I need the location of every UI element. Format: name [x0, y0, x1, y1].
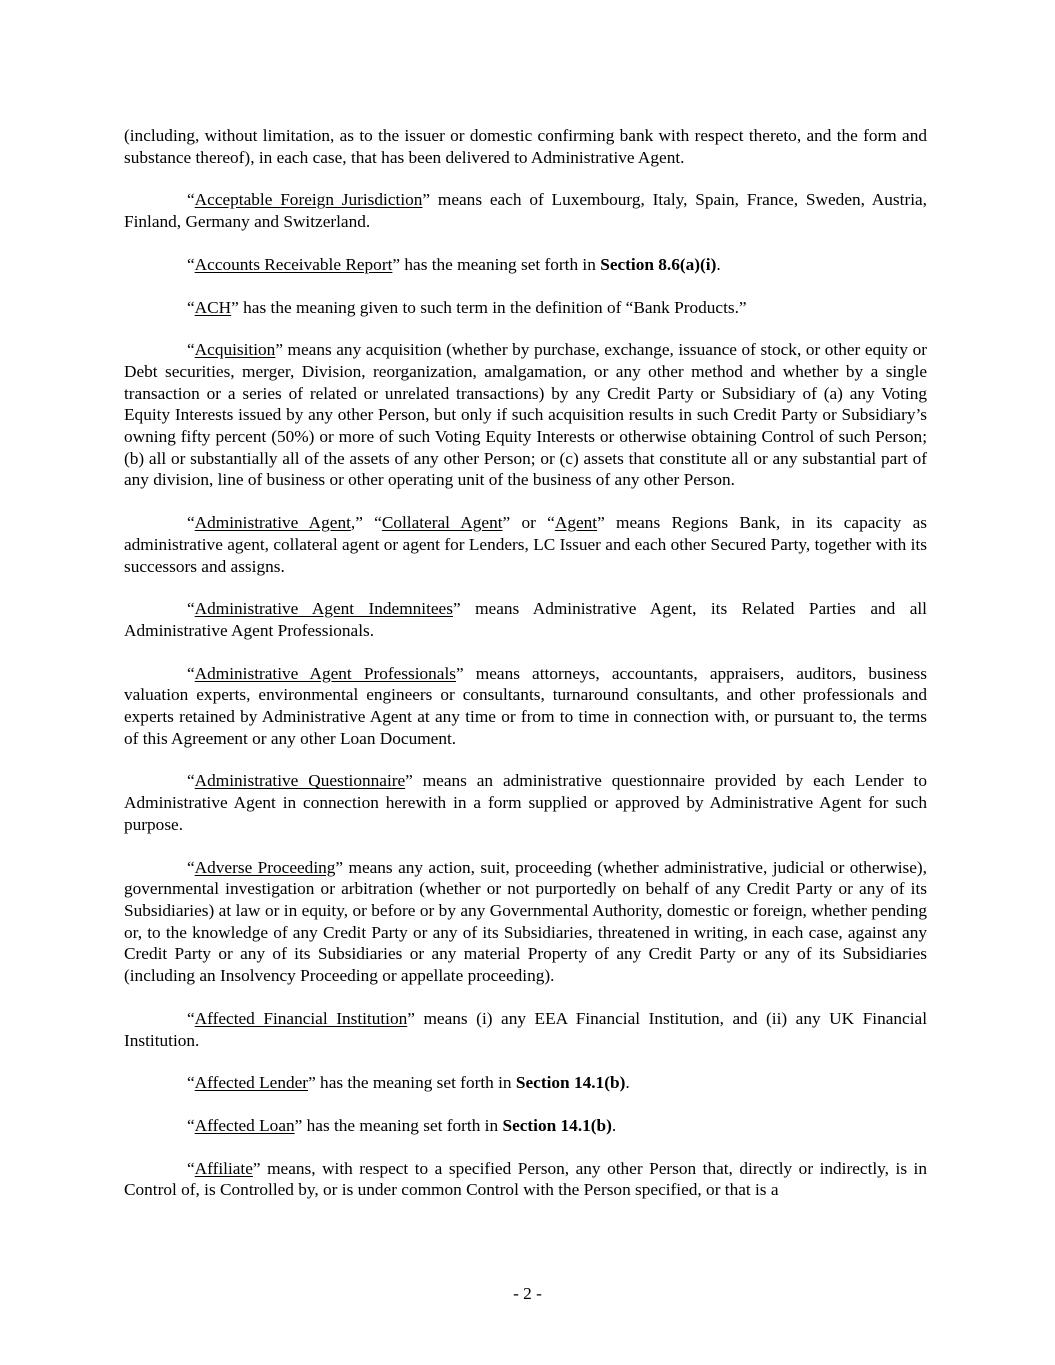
definition-text: ” means an administrative questionnaire provided by each Lender to Administrative Agent in connection herewith in a form supplied or approved by Administrative Agent for such purpose. — [124, 771, 927, 834]
page-number: - 2 - — [513, 1284, 542, 1303]
term-separator: ” or “ — [502, 513, 555, 533]
defined-term: Accounts Receivable Report — [194, 254, 393, 274]
definition-text: ” means each of Luxembourg, Italy, Spain, France, Sweden, Austria, Finland, Germany and Switzerland. — [124, 190, 928, 232]
document-page — [124, 125, 927, 1222]
defined-term: Affiliate — [194, 1158, 253, 1178]
open-quote: “ — [187, 857, 195, 877]
open-quote: “ — [187, 1073, 195, 1093]
definition-text: ” has the meaning set forth in — [308, 1073, 516, 1093]
term-separator: ,” “ — [350, 513, 382, 533]
open-quote: “ — [187, 1008, 195, 1028]
definition-adverse-proceeding — [124, 857, 927, 987]
defined-term: Administrative Agent Professionals — [194, 663, 457, 683]
defined-term: Administrative Questionnaire — [194, 771, 406, 791]
definition-acceptable-foreign-jurisdiction — [124, 189, 927, 232]
definition-administrative-agent — [124, 512, 927, 577]
definition-administrative-questionnaire — [124, 770, 927, 835]
open-quote: “ — [187, 771, 195, 791]
definition-tail: . — [716, 254, 721, 274]
definition-accounts-receivable-report — [124, 254, 927, 276]
intro-paragraph: (including, without limitation, as to the issuer or domestic confirming bank with respect thereto, and the form and substance thereof), in each case, that has been delivered to Administrative Agent. — [124, 126, 927, 167]
definition-tail: . — [625, 1073, 630, 1093]
definition-affected-financial-institution — [124, 1008, 927, 1051]
definition-text: ” has the meaning set forth in — [294, 1115, 503, 1135]
definition-text: ” means, with respect to a specified Person, any other Person that, directly or indirectly, is in Control of, is Controlled by, or is under common Control with the Person specified, or that is a — [124, 1158, 927, 1200]
definition-text: ” means any acquisition (whether by purchase, exchange, issuance of stock, or other equity or Debt securities, merger, Division, reorganization, amalgamation, or any other method and whether by a single transaction or a series of related or unrelated transactions) by any Credit Party or Subsidiary of (a) any Voting Equity Interests issued by any other Person, but only if such acquisition results in such Credit Party or Subsidiary’s owning fifty percent (50%) or more of such Voting Equity Interests or otherwise obtaining Control of such Person; (b) all or substantially all of the assets of any other Person; or (c) assets that constitute all or any substantial part of any division, line of business or other operating unit of the business of any other Person. — [124, 340, 927, 490]
open-quote: “ — [187, 663, 195, 683]
open-quote: “ — [187, 599, 195, 619]
definition-text: ” means attorneys, accountants, appraisers, auditors, business valuation experts, environmental engineers or consultants, turnaround consultants, and other professionals and experts retained by Administrative Agent at any time or from to time in connection with, or pursuant to, the terms of this Agreement or any other Loan Document. — [124, 663, 927, 748]
definition-acquisition — [124, 339, 927, 491]
defined-term-collateral-agent: Collateral Agent — [381, 513, 503, 533]
open-quote: “ — [187, 1158, 195, 1178]
definition-text: ” has the meaning given to such term in the definition of “Bank Products.” — [231, 297, 747, 317]
open-quote: “ — [187, 254, 195, 274]
definition-text: ” means any action, suit, proceeding (whether administrative, judicial or otherwise), governmental investigation or arbitration (whether or not purportedly on behalf of any Credit Party or any of its Subsidiaries) at law or in equity, or before or by any Governmental Authority, domestic or foreign, whether pending or, to the knowledge of any Credit Party or any of its Subsidiaries, threatened in writing, in each case, against any Credit Party or any of its Subsidiaries or any material Property of any Credit Party or any of its Subsidiaries (including an Insolvency Proceeding or appellate proceeding). — [124, 857, 927, 986]
defined-term: Acquisition — [194, 340, 276, 360]
open-quote: “ — [187, 340, 195, 360]
defined-term: Affected Lender — [194, 1073, 309, 1093]
section-reference: Section 14.1(b) — [515, 1073, 626, 1093]
defined-term: Administrative Agent — [194, 513, 351, 533]
defined-term: ACH — [194, 297, 232, 317]
definition-text: ” has the meaning set forth in — [392, 254, 601, 274]
open-quote: “ — [187, 1115, 195, 1135]
definition-administrative-agent-professionals — [124, 663, 927, 750]
definition-ach — [124, 297, 927, 319]
open-quote: “ — [187, 190, 195, 210]
definition-text: ” means Administrative Agent, its Related Parties and all Administrative Agent Professionals. — [124, 599, 927, 640]
defined-term: Acceptable Foreign Jurisdiction — [194, 190, 423, 210]
section-reference: Section 8.6(a)(i) — [600, 254, 717, 274]
open-quote: “ — [187, 297, 195, 317]
section-reference: Section 14.1(b) — [502, 1115, 612, 1135]
open-quote: “ — [187, 513, 195, 533]
definition-affiliate — [124, 1158, 927, 1201]
definition-affected-lender — [124, 1072, 927, 1094]
defined-term: Adverse Proceeding — [194, 857, 336, 877]
definition-tail: . — [611, 1115, 617, 1135]
definition-text: ” means Regions Bank, in its capacity as administrative agent, collateral agent or agent for Lenders, LC Issuer and each other Secured Party, together with its successors and assigns. — [124, 513, 927, 576]
defined-term: Affected Financial Institution — [194, 1008, 408, 1028]
definition-affected-loan — [124, 1115, 927, 1137]
defined-term: Administrative Agent Indemnitees — [194, 599, 453, 619]
definition-text: ” means (i) any EEA Financial Institution, and (ii) any UK Financial Institution. — [124, 1008, 927, 1050]
definition-administrative-agent-indemnitees — [124, 598, 927, 641]
defined-term-agent: Agent — [554, 513, 598, 533]
defined-term: Affected Loan — [194, 1115, 295, 1135]
